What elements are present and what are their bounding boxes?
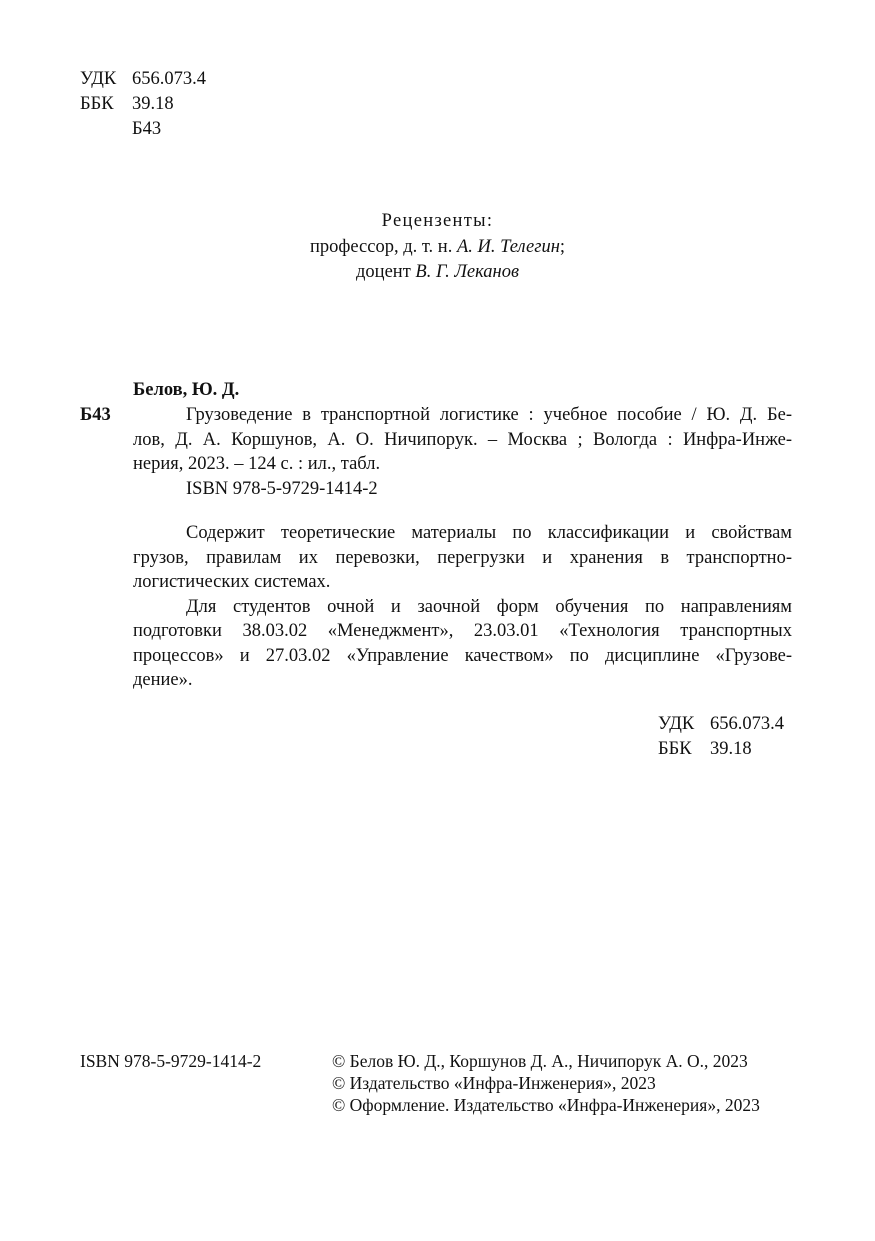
annotation-p2-line-1: Для студентов очной и заочной форм обучения по направлениям (186, 597, 792, 617)
copyright-1: © Белов Ю. Д., Коршунов Д. А., Ничипорук А. О., 2023 (332, 1051, 748, 1071)
copyright-2: © Издательство «Инфра-Инженерия», 2023 (332, 1073, 656, 1093)
bottom-bbk-label: ББК (658, 739, 692, 759)
reviewer-1-name: А. И. Телегин (456, 237, 560, 257)
bbk-value: 39.18 (132, 94, 174, 114)
reviewer-2-name: В. Г. Леканов (415, 262, 519, 282)
record-line-3: нерия, 2023. – 124 с. : ил., табл. (133, 454, 381, 474)
record-line-1: Грузоведение в транспортной логистике : учебное пособие / Ю. Д. Бе- (186, 405, 792, 425)
bottom-bbk-value: 39.18 (710, 739, 752, 759)
bottom-udk-row (658, 712, 784, 737)
reviewers-heading: Рецензенты: (381, 211, 494, 231)
bottom-bbk-row (658, 737, 752, 762)
record-isbn: ISBN 978-5-9729-1414-2 (186, 479, 378, 499)
annotation-p1-line-3: логистических системах. (133, 572, 331, 592)
reviewer-1-title: профессор, д. т. н. (309, 237, 453, 257)
reviewer-2 (0, 260, 875, 285)
copyright-3: © Оформление. Издательство «Инфра-Инженерия», 2023 (332, 1095, 760, 1115)
record-author: Белов, Ю. Д. (133, 380, 240, 400)
reviewer-2-title: доцент (356, 262, 411, 282)
footer-isbn: ISBN 978-5-9729-1414-2 (80, 1051, 262, 1071)
annotation-p1-line-2: грузов, правилам их перевозки, перегрузки и хранения в транспортно- (133, 548, 792, 568)
annotation-p2-line-3: процессов» и 27.03.02 «Управление качеством» по дисциплине «Грузове- (133, 646, 792, 666)
udk-label: УДК (80, 69, 117, 89)
record-mark: Б43 (80, 405, 111, 425)
reviewer-1-suffix: ; (559, 237, 566, 257)
udk-row (80, 67, 206, 92)
reviewer-1 (0, 235, 875, 260)
annotation-p2-line-4: дение». (133, 670, 193, 690)
bottom-udk-value: 656.073.4 (710, 714, 784, 734)
annotation-p2-line-2: подготовки 38.03.02 «Менеджмент», 23.03.01 «Технология транспортных (133, 621, 792, 641)
author-mark: Б43 (132, 119, 162, 139)
bottom-udk-label: УДК (658, 714, 695, 734)
annotation-p1-line-1: Содержит теоретические материалы по классификации и свойствам (186, 523, 792, 543)
record-line-2: лов, Д. А. Коршунов, А. О. Ничипорук. – Москва ; Вологда : Инфра-Инже- (133, 430, 792, 450)
bbk-row (80, 92, 174, 117)
udk-value: 656.073.4 (132, 69, 206, 89)
bbk-label: ББК (80, 94, 114, 114)
